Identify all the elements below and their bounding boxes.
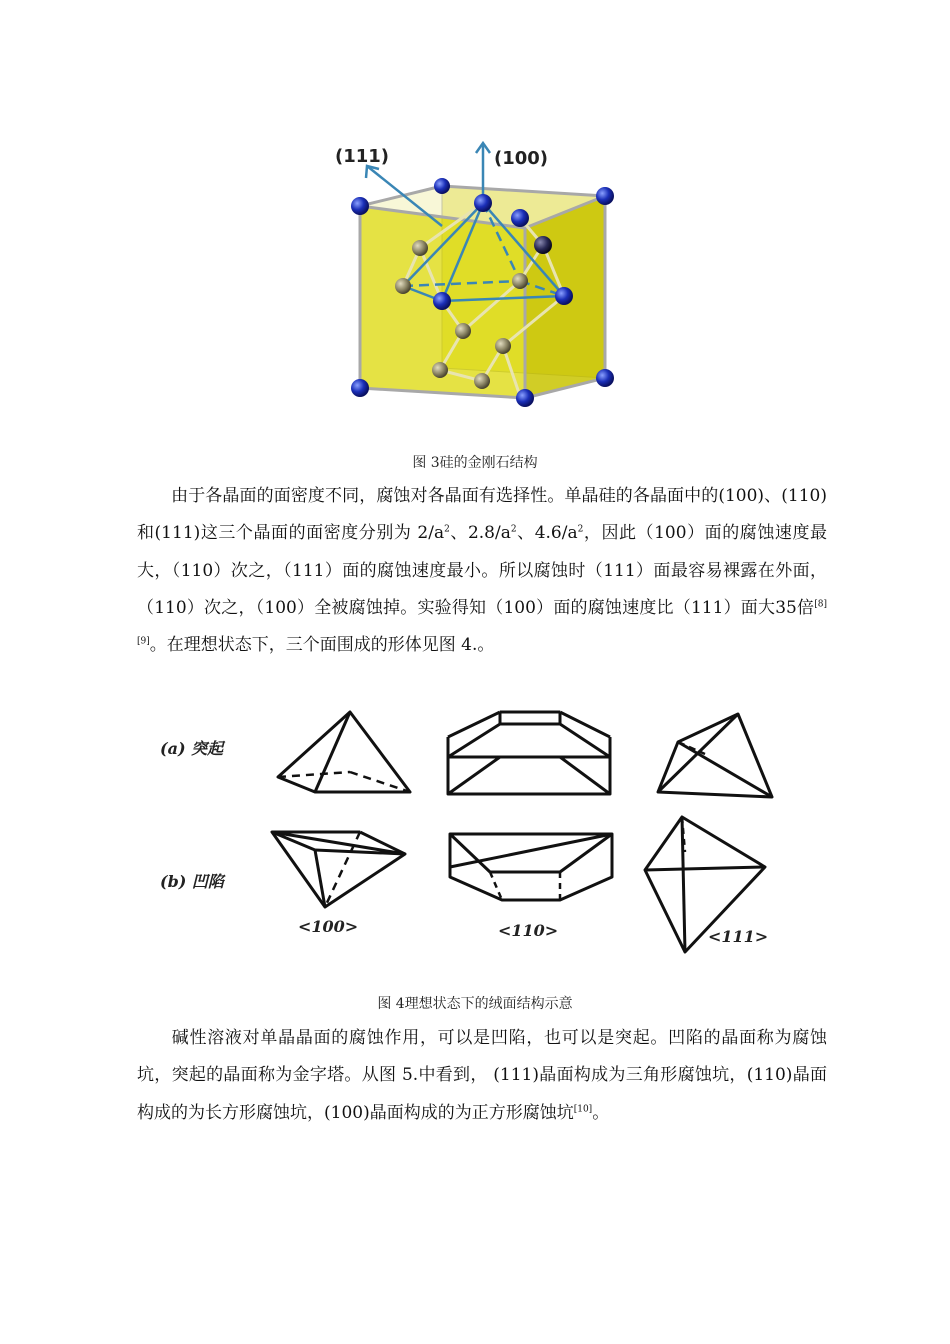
para1-text-a: 由于各晶面的面密度不同，腐蚀对各晶面有选择性。单晶硅的各晶面中的(100)、(110)和(111)这三个晶面的面密度分别为 2/a	[137, 486, 827, 544]
figure-4-texture-diagram	[160, 702, 800, 964]
row-a-label: (a) 突起	[160, 739, 224, 758]
figure-3-diamond-structure	[330, 138, 630, 416]
para2-text-a: 碱性溶液对单晶晶面的腐蚀作用，可以是凹陷，也可以是突起。凹陷的晶面称为腐蚀坑，突起的晶面称为金字塔。从图 5.中看到， (111)晶面构成为三角形腐蚀坑，(110)晶面构成的为长方形腐蚀坑，(100)晶面构成的为正方形腐蚀坑	[137, 1028, 827, 1123]
paragraph-1	[137, 478, 827, 664]
shape-label-100: <100>	[298, 917, 359, 936]
shape-label-110: <110>	[498, 921, 559, 940]
para1-text-e: 。在理想状态下，三个面围成的形体见图 4.。	[149, 635, 495, 656]
paragraph-2	[137, 1020, 827, 1132]
para2-ref: [10]	[573, 1103, 593, 1114]
para1-sup-1: 2	[444, 524, 450, 535]
para2-text-b: 。	[592, 1102, 610, 1123]
para1-text-d: ，因此（100）面的腐蚀速度最大，（110）次之，（111）面的腐蚀速度最小。所以腐蚀时（111）面最容易裸露在外面，（110）次之，（100）全被腐蚀掉。实验得知（100）面的腐蚀速度比（111）面大35倍	[137, 523, 827, 618]
para1-text-b: 、2.8/a	[449, 523, 511, 544]
label-111: (111)	[335, 146, 390, 167]
shape-label-111: <111>	[708, 927, 769, 946]
figure-4-caption: 图 4理想状态下的绒面结构示意	[377, 996, 573, 1012]
figure-3-caption: 图 3硅的金刚石结构	[412, 455, 538, 471]
row-b-label: (b) 凹陷	[160, 872, 224, 891]
para1-ref: [8][9]	[137, 599, 827, 647]
para1-text-c: 、4.6/a	[516, 523, 578, 544]
para1-sup-3: 2	[577, 524, 584, 535]
para1-sup-2: 2	[510, 524, 517, 535]
label-100: (100)	[494, 148, 549, 169]
raised-shapes	[278, 712, 772, 797]
